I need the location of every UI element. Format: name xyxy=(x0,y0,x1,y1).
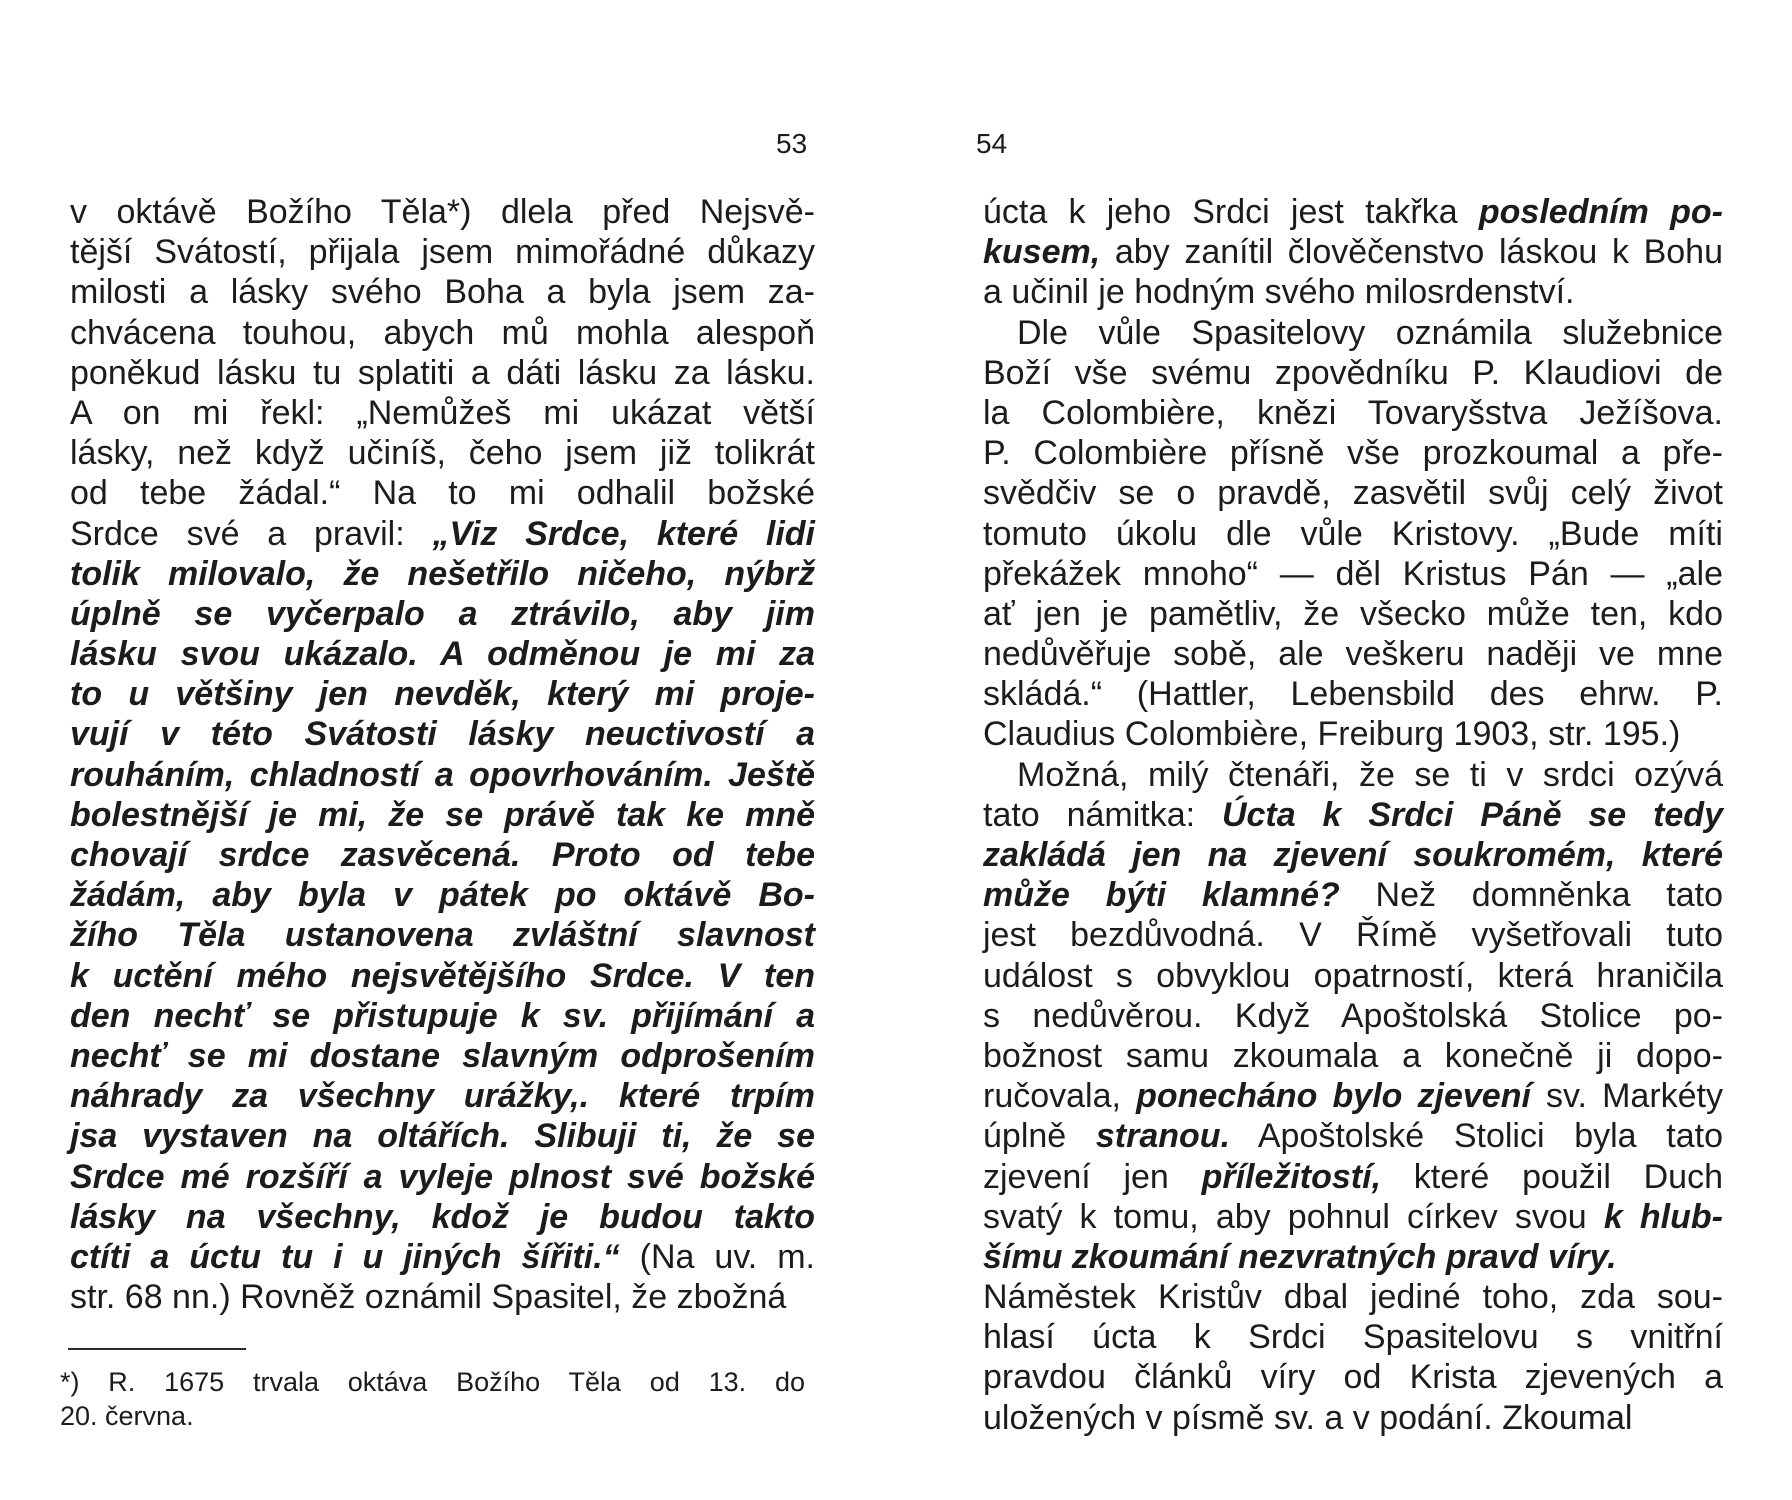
text-line xyxy=(983,1197,1723,1237)
text-line xyxy=(70,433,815,473)
text-segment: skládá.“ (Hattler, Lebensbild des ehrw. P. xyxy=(983,675,1723,714)
text-line xyxy=(983,915,1723,955)
footnote-line: *) R. 1675 trvala oktáva Božího Těla od 13. do xyxy=(60,1367,805,1397)
italic-text: kusem, xyxy=(983,233,1101,272)
text-segment: poněkud lásku tu splatiti a dáti lásku za lásku. xyxy=(70,353,815,392)
text-segment: tato námitka: xyxy=(983,795,1222,834)
text-segment: str. 68 nn.) Rovněž oznámil Spasitel, že zbožná xyxy=(70,1278,787,1317)
text-line xyxy=(70,554,815,594)
italic-text: úplně se vyčerpalo a ztrávilo, aby jim xyxy=(70,594,815,633)
text-line xyxy=(983,956,1723,996)
italic-text: tolik milovalo, že nešetřilo ničeho, nýbrž xyxy=(70,554,815,593)
text-line xyxy=(983,313,1723,353)
text-segment: sv. Markéty xyxy=(1530,1077,1723,1116)
page-number: 53 xyxy=(776,128,808,159)
text-line xyxy=(983,634,1723,674)
italic-text: vují v této Svátosti lásky neuctivostí a xyxy=(70,715,815,754)
text-segment: la Colombière, knězi Tovaryšstva Ježíšova. xyxy=(983,393,1723,432)
text-line xyxy=(983,1076,1723,1116)
text-line xyxy=(70,1116,815,1156)
text-line xyxy=(983,1317,1723,1357)
italic-text: to u většiny jen nevděk, který mi proje- xyxy=(70,675,815,714)
text-line xyxy=(70,996,815,1036)
text-line xyxy=(983,1357,1723,1397)
text-segment: od tebe žádal.“ Na to mi odhalil božské xyxy=(70,474,815,513)
text-line xyxy=(70,1277,815,1317)
text-segment: hlasí úcta k Srdci Spasitelovu s vnitřní xyxy=(983,1318,1723,1357)
text-segment: svatý k tomu, aby pohnul církev svou xyxy=(983,1197,1604,1236)
text-line xyxy=(70,915,815,955)
text-segment: Náměstek Kristův dbal jediné toho, zda sou- xyxy=(983,1278,1723,1317)
text-line xyxy=(70,1237,815,1277)
italic-text: žího Těla ustanovena zvláštní slavnost xyxy=(70,916,815,955)
italic-text: lásku svou ukázalo. A odměnou je mi za xyxy=(70,635,815,674)
italic-text: jsa vystaven na oltářích. Slibuji ti, že se xyxy=(70,1117,815,1156)
text-segment: zjevení jen xyxy=(983,1157,1202,1196)
text-segment: Dle vůle Spasitelovy oznámila služebnice xyxy=(1017,313,1723,352)
text-line xyxy=(70,714,815,754)
text-line xyxy=(70,755,815,795)
italic-text: Úcta k Srdci Páně se tedy xyxy=(1221,795,1723,834)
text-segment: s nedůvěrou. Když Apoštolská Stolice po- xyxy=(983,996,1723,1035)
text-segment: lásky, než když učiníš, čeho jsem již tolikrát xyxy=(70,434,815,473)
text-line xyxy=(983,473,1723,513)
text-line xyxy=(70,795,815,835)
text-segment: událost s obvyklou opatrností, která hraničila xyxy=(983,956,1723,995)
text-segment: Boží vše svému zpovědníku P. Klaudiovi de xyxy=(983,353,1723,392)
text-segment: Apoštolské Stolici byla tato xyxy=(1230,1117,1723,1156)
text-segment: P. Colombière přísně vše prozkoumal a pře- xyxy=(983,434,1723,473)
text-line xyxy=(983,875,1723,915)
text-line xyxy=(70,473,815,513)
text-line xyxy=(70,1197,815,1237)
text-segment: aby zanítil člověčenstvo láskou k Bohu xyxy=(1100,233,1723,272)
italic-text: příležitostí, xyxy=(1201,1157,1382,1196)
italic-text: rouháním, chladností a opovrhováním. Ještě xyxy=(70,755,815,794)
text-line xyxy=(70,835,815,875)
italic-text: šímu zkoumání nezvratných pravd víry. xyxy=(983,1237,1617,1276)
text-line xyxy=(70,313,815,353)
body-text xyxy=(983,192,1723,1438)
text-segment: Srdce své a pravil: xyxy=(70,514,433,553)
text-line xyxy=(983,1157,1723,1197)
text-segment: Claudius Colombière, Freiburg 1903, str. 195.) xyxy=(983,715,1681,754)
text-line xyxy=(983,272,1723,312)
italic-text: stranou. xyxy=(1095,1117,1231,1156)
italic-text: náhrady za všechny urážky,. které trpím xyxy=(70,1077,815,1116)
text-line xyxy=(70,875,815,915)
text-line xyxy=(983,835,1723,875)
text-line xyxy=(983,714,1723,754)
text-line xyxy=(70,192,815,232)
text-segment: a učinil je hodným svého milosrdenství. xyxy=(983,273,1575,312)
right-page xyxy=(896,0,1792,1500)
text-line xyxy=(70,956,815,996)
italic-text: Srdce mé rozšíří a vyleje plnost své božské xyxy=(70,1157,815,1196)
text-line xyxy=(983,433,1723,473)
italic-text: nechť se mi dostane slavným odprošením xyxy=(70,1036,815,1075)
text-segment: pravdou článků víry od Krista zjevených a xyxy=(983,1358,1723,1397)
italic-text: může býti klamné? xyxy=(983,876,1340,915)
text-segment: které použil Duch xyxy=(1381,1157,1723,1196)
body-text xyxy=(70,192,815,1317)
text-segment: A on mi řekl: „Nemůžeš mi ukázat větší xyxy=(70,393,815,432)
italic-text: lásky na všechny, kdož je budou takto xyxy=(70,1197,815,1236)
text-segment: uložených v písmě sv. a v podání. Zkoumal xyxy=(983,1398,1633,1437)
page-number: 54 xyxy=(976,128,1008,159)
text-line xyxy=(983,393,1723,433)
text-line xyxy=(70,1076,815,1116)
text-segment: tější Svátostí, přijala jsem mimořádné důkazy xyxy=(70,233,815,272)
italic-text: chovají srdce zasvěcená. Proto od tebe xyxy=(70,836,815,874)
text-line xyxy=(70,674,815,714)
text-line xyxy=(70,353,815,393)
text-line xyxy=(70,393,815,433)
italic-text: k hlub- xyxy=(1603,1197,1723,1236)
text-segment: nedůvěřuje sobě, ale veškeru naději ve mne xyxy=(983,635,1723,674)
italic-text: zakládá jen na zjevení soukromém, které xyxy=(983,836,1723,874)
text-line xyxy=(983,1398,1723,1438)
text-segment: v oktávě Božího Těla*) dlela před Nejsvě- xyxy=(70,193,815,231)
text-segment: (Na uv. m. xyxy=(619,1237,815,1276)
text-line xyxy=(983,554,1723,594)
italic-text: posledním po- xyxy=(1478,193,1723,231)
footnote xyxy=(60,1365,805,1433)
text-line xyxy=(70,1036,815,1076)
footnote-divider xyxy=(68,1348,246,1350)
text-segment: Než domněnka tato xyxy=(1339,876,1723,915)
text-line xyxy=(70,634,815,674)
text-line xyxy=(983,594,1723,634)
text-line xyxy=(983,1277,1723,1317)
text-line xyxy=(983,674,1723,714)
italic-text: „Viz Srdce, které lidi xyxy=(432,514,815,553)
text-segment: chvácena touhou, abych mů mohla alespoň xyxy=(70,313,815,352)
text-line xyxy=(983,795,1723,835)
text-line xyxy=(983,1036,1723,1076)
text-line xyxy=(70,594,815,634)
italic-text: bolestnější je mi, že se právě tak ke mně xyxy=(70,795,815,834)
italic-text: den nechť se přistupuje k sv. přijímání a xyxy=(70,996,815,1035)
text-segment: Možná, milý čtenáři, že se ti v srdci ozývá xyxy=(1017,755,1723,794)
text-line xyxy=(983,1237,1723,1277)
text-line xyxy=(70,232,815,272)
text-line xyxy=(983,232,1723,272)
footnote-line: 20. června. xyxy=(60,1401,194,1431)
text-segment: tomuto úkolu dle vůle Kristovy. „Bude míti xyxy=(983,514,1723,553)
italic-text: ponecháno bylo zjevení xyxy=(1136,1077,1531,1116)
text-segment: milosti a lásky svého Boha a byla jsem za- xyxy=(70,273,815,312)
text-line xyxy=(70,272,815,312)
text-segment: překážek mnoho“ — děl Kristus Pán — „ale xyxy=(983,554,1723,593)
text-line xyxy=(983,755,1723,795)
text-line xyxy=(983,996,1723,1036)
text-segment: jest bezdůvodná. V Římě vyšetřovali tuto xyxy=(983,916,1723,955)
italic-text: žádám, aby byla v pátek po oktávě Bo- xyxy=(70,876,815,915)
text-segment: ať jen je pamětliv, že všecko může ten, kdo xyxy=(983,594,1723,633)
text-line xyxy=(983,192,1723,232)
italic-text: k uctění mého nejsvětějšího Srdce. V ten xyxy=(70,956,815,995)
text-line xyxy=(983,1116,1723,1156)
italic-text: ctíti a úctu tu i u jiných šířiti.“ xyxy=(70,1237,620,1276)
text-segment: úcta k jeho Srdci jest takřka xyxy=(983,193,1479,231)
text-line xyxy=(983,353,1723,393)
text-segment: božnost samu zkoumala a konečně ji dopo- xyxy=(983,1036,1723,1075)
text-segment: svědčiv se o pravdě, zasvětil svůj celý život xyxy=(983,474,1723,513)
text-segment: úplně xyxy=(983,1117,1096,1156)
text-line xyxy=(70,1157,815,1197)
text-segment: ručovala, xyxy=(983,1077,1137,1116)
text-line xyxy=(70,514,815,554)
text-line xyxy=(983,514,1723,554)
